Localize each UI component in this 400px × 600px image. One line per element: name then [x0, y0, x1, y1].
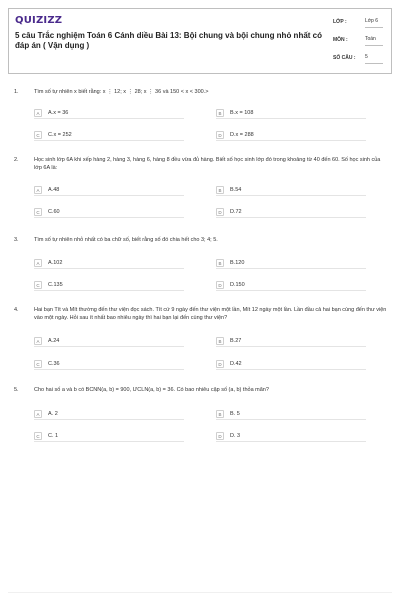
- meta-subject-label: MÔN :: [333, 37, 348, 43]
- option-text: D.x = 288: [230, 132, 254, 138]
- option-c[interactable]: [34, 281, 184, 291]
- question-3: [14, 236, 388, 292]
- option-c[interactable]: [34, 131, 184, 141]
- option-d[interactable]: [216, 208, 366, 218]
- options-group: [34, 322, 388, 374]
- meta-count-row: [333, 51, 391, 69]
- option-letter: D: [216, 281, 224, 289]
- option-d[interactable]: [216, 131, 366, 141]
- question-number: 1.: [14, 89, 19, 95]
- question-row: [14, 306, 388, 322]
- option-letter: A: [34, 410, 42, 418]
- option-b[interactable]: [216, 259, 366, 269]
- meta-class-label: LỚP :: [333, 19, 347, 25]
- option-letter: D: [216, 131, 224, 139]
- option-d[interactable]: [216, 432, 366, 442]
- option-letter: B: [216, 337, 224, 345]
- option-b[interactable]: [216, 109, 366, 119]
- question-row: [14, 88, 388, 96]
- question-row: [14, 386, 388, 394]
- option-text: B.120: [230, 260, 245, 266]
- option-letter: B: [216, 259, 224, 267]
- question-number: 2.: [14, 157, 19, 163]
- page-bottom-divider: [8, 592, 392, 593]
- option-d[interactable]: [216, 360, 366, 370]
- question-4: [14, 306, 388, 374]
- page-title: 5 câu Trắc nghiệm Toán 6 Cánh diều Bài 13: Bội chung và bội chung nhỏ nhất có đáp án ( Vận dụng ): [15, 31, 322, 50]
- options-group: [34, 394, 388, 444]
- option-d[interactable]: [216, 281, 366, 291]
- option-letter: C: [34, 208, 42, 216]
- option-letter: D: [216, 432, 224, 440]
- option-text: C. 1: [48, 433, 59, 439]
- option-text: A.x = 36: [48, 110, 69, 116]
- question-row: [14, 156, 388, 172]
- question-text: Tìm số tự nhiên x biết rằng: x ⋮ 12; x ⋮ 28; x ⋮ 36 và 150 < x < 300.>: [34, 89, 209, 95]
- question-number: 5.: [14, 387, 19, 393]
- option-a[interactable]: [34, 337, 184, 347]
- option-text: B.27: [230, 338, 242, 344]
- meta-count-value: 5: [365, 54, 383, 64]
- option-text: B.x = 108: [230, 110, 254, 116]
- option-letter: B: [216, 410, 224, 418]
- question-row: [14, 236, 388, 244]
- worksheet-meta: [333, 15, 391, 69]
- option-a[interactable]: [34, 186, 184, 196]
- option-text: D.150: [230, 282, 245, 288]
- question-2: [14, 156, 388, 220]
- options-group: [34, 96, 388, 136]
- option-text: A.102: [48, 260, 63, 266]
- option-letter: C: [34, 281, 42, 289]
- meta-count-label: SỐ CÂU :: [333, 55, 356, 61]
- option-letter: D: [216, 208, 224, 216]
- option-text: A.48: [48, 187, 60, 193]
- option-letter: B: [216, 186, 224, 194]
- meta-subject-row: [333, 33, 391, 51]
- option-b[interactable]: [216, 186, 366, 196]
- option-letter: B: [216, 109, 224, 117]
- option-text: D.42: [230, 361, 242, 367]
- option-b[interactable]: [216, 337, 366, 347]
- options-group: [34, 172, 388, 220]
- quizizz-logo: QUIZIZZ: [15, 15, 63, 26]
- option-text: C.36: [48, 361, 60, 367]
- option-a[interactable]: [34, 259, 184, 269]
- option-letter: C: [34, 360, 42, 368]
- option-text: B. 5: [230, 411, 240, 417]
- question-1: [14, 88, 388, 136]
- question-5: [14, 386, 388, 444]
- question-number: 3.: [14, 237, 19, 243]
- option-letter: A: [34, 337, 42, 345]
- question-text: Học sinh lớp 6A khi xếp hàng 2, hàng 3, hàng 6, hàng 8 đều vừa đủ hàng. Biết số học sinh lớp đó trong khoảng từ 40 đến 60. Số học sinh của lớp 6A là:: [34, 157, 381, 171]
- worksheet-header: [8, 8, 392, 74]
- option-text: B.54: [230, 187, 242, 193]
- option-letter: D: [216, 360, 224, 368]
- option-b[interactable]: [216, 410, 366, 420]
- option-a[interactable]: [34, 109, 184, 119]
- question-text: Hai bạn Tít và Mít thường đến thư viện đọc sách. Tít cứ 9 ngày đến thư viện một lần, Mít 12 ngày một lần. Lần đầu cả hai bạn cùng đến thư viện vào một ngày. Hỏi sau ít nhất bao nhiêu ngày thì hai bạn lại đến cùng thư viện?: [34, 307, 387, 321]
- question-text: Cho hai số a và b có BCNN(a, b) = 900, ƯCLN(a, b) = 36. Có bao nhiêu cặp số (a, b) thỏa mãn?: [34, 387, 269, 393]
- option-c[interactable]: [34, 432, 184, 442]
- option-text: C.60: [48, 209, 60, 215]
- option-letter: A: [34, 109, 42, 117]
- option-text: D. 3: [230, 433, 241, 439]
- meta-class-row: [333, 15, 391, 33]
- meta-subject-value: Toán: [365, 36, 383, 46]
- option-letter: C: [34, 432, 42, 440]
- option-text: C.135: [48, 282, 63, 288]
- option-a[interactable]: [34, 410, 184, 420]
- option-c[interactable]: [34, 360, 184, 370]
- option-text: C.x = 252: [48, 132, 72, 138]
- question-text: Tìm số tự nhiên nhỏ nhất có ba chữ số, biết rằng số đó chia hết cho 3; 4; 5.: [34, 237, 218, 243]
- options-group: [34, 244, 388, 292]
- option-text: D.72: [230, 209, 242, 215]
- option-c[interactable]: [34, 208, 184, 218]
- meta-class-value: Lớp 6: [365, 18, 383, 28]
- option-letter: A: [34, 186, 42, 194]
- option-text: A. 2: [48, 411, 58, 417]
- question-number: 4.: [14, 307, 19, 313]
- option-letter: A: [34, 259, 42, 267]
- option-text: A.24: [48, 338, 60, 344]
- option-letter: C: [34, 131, 42, 139]
